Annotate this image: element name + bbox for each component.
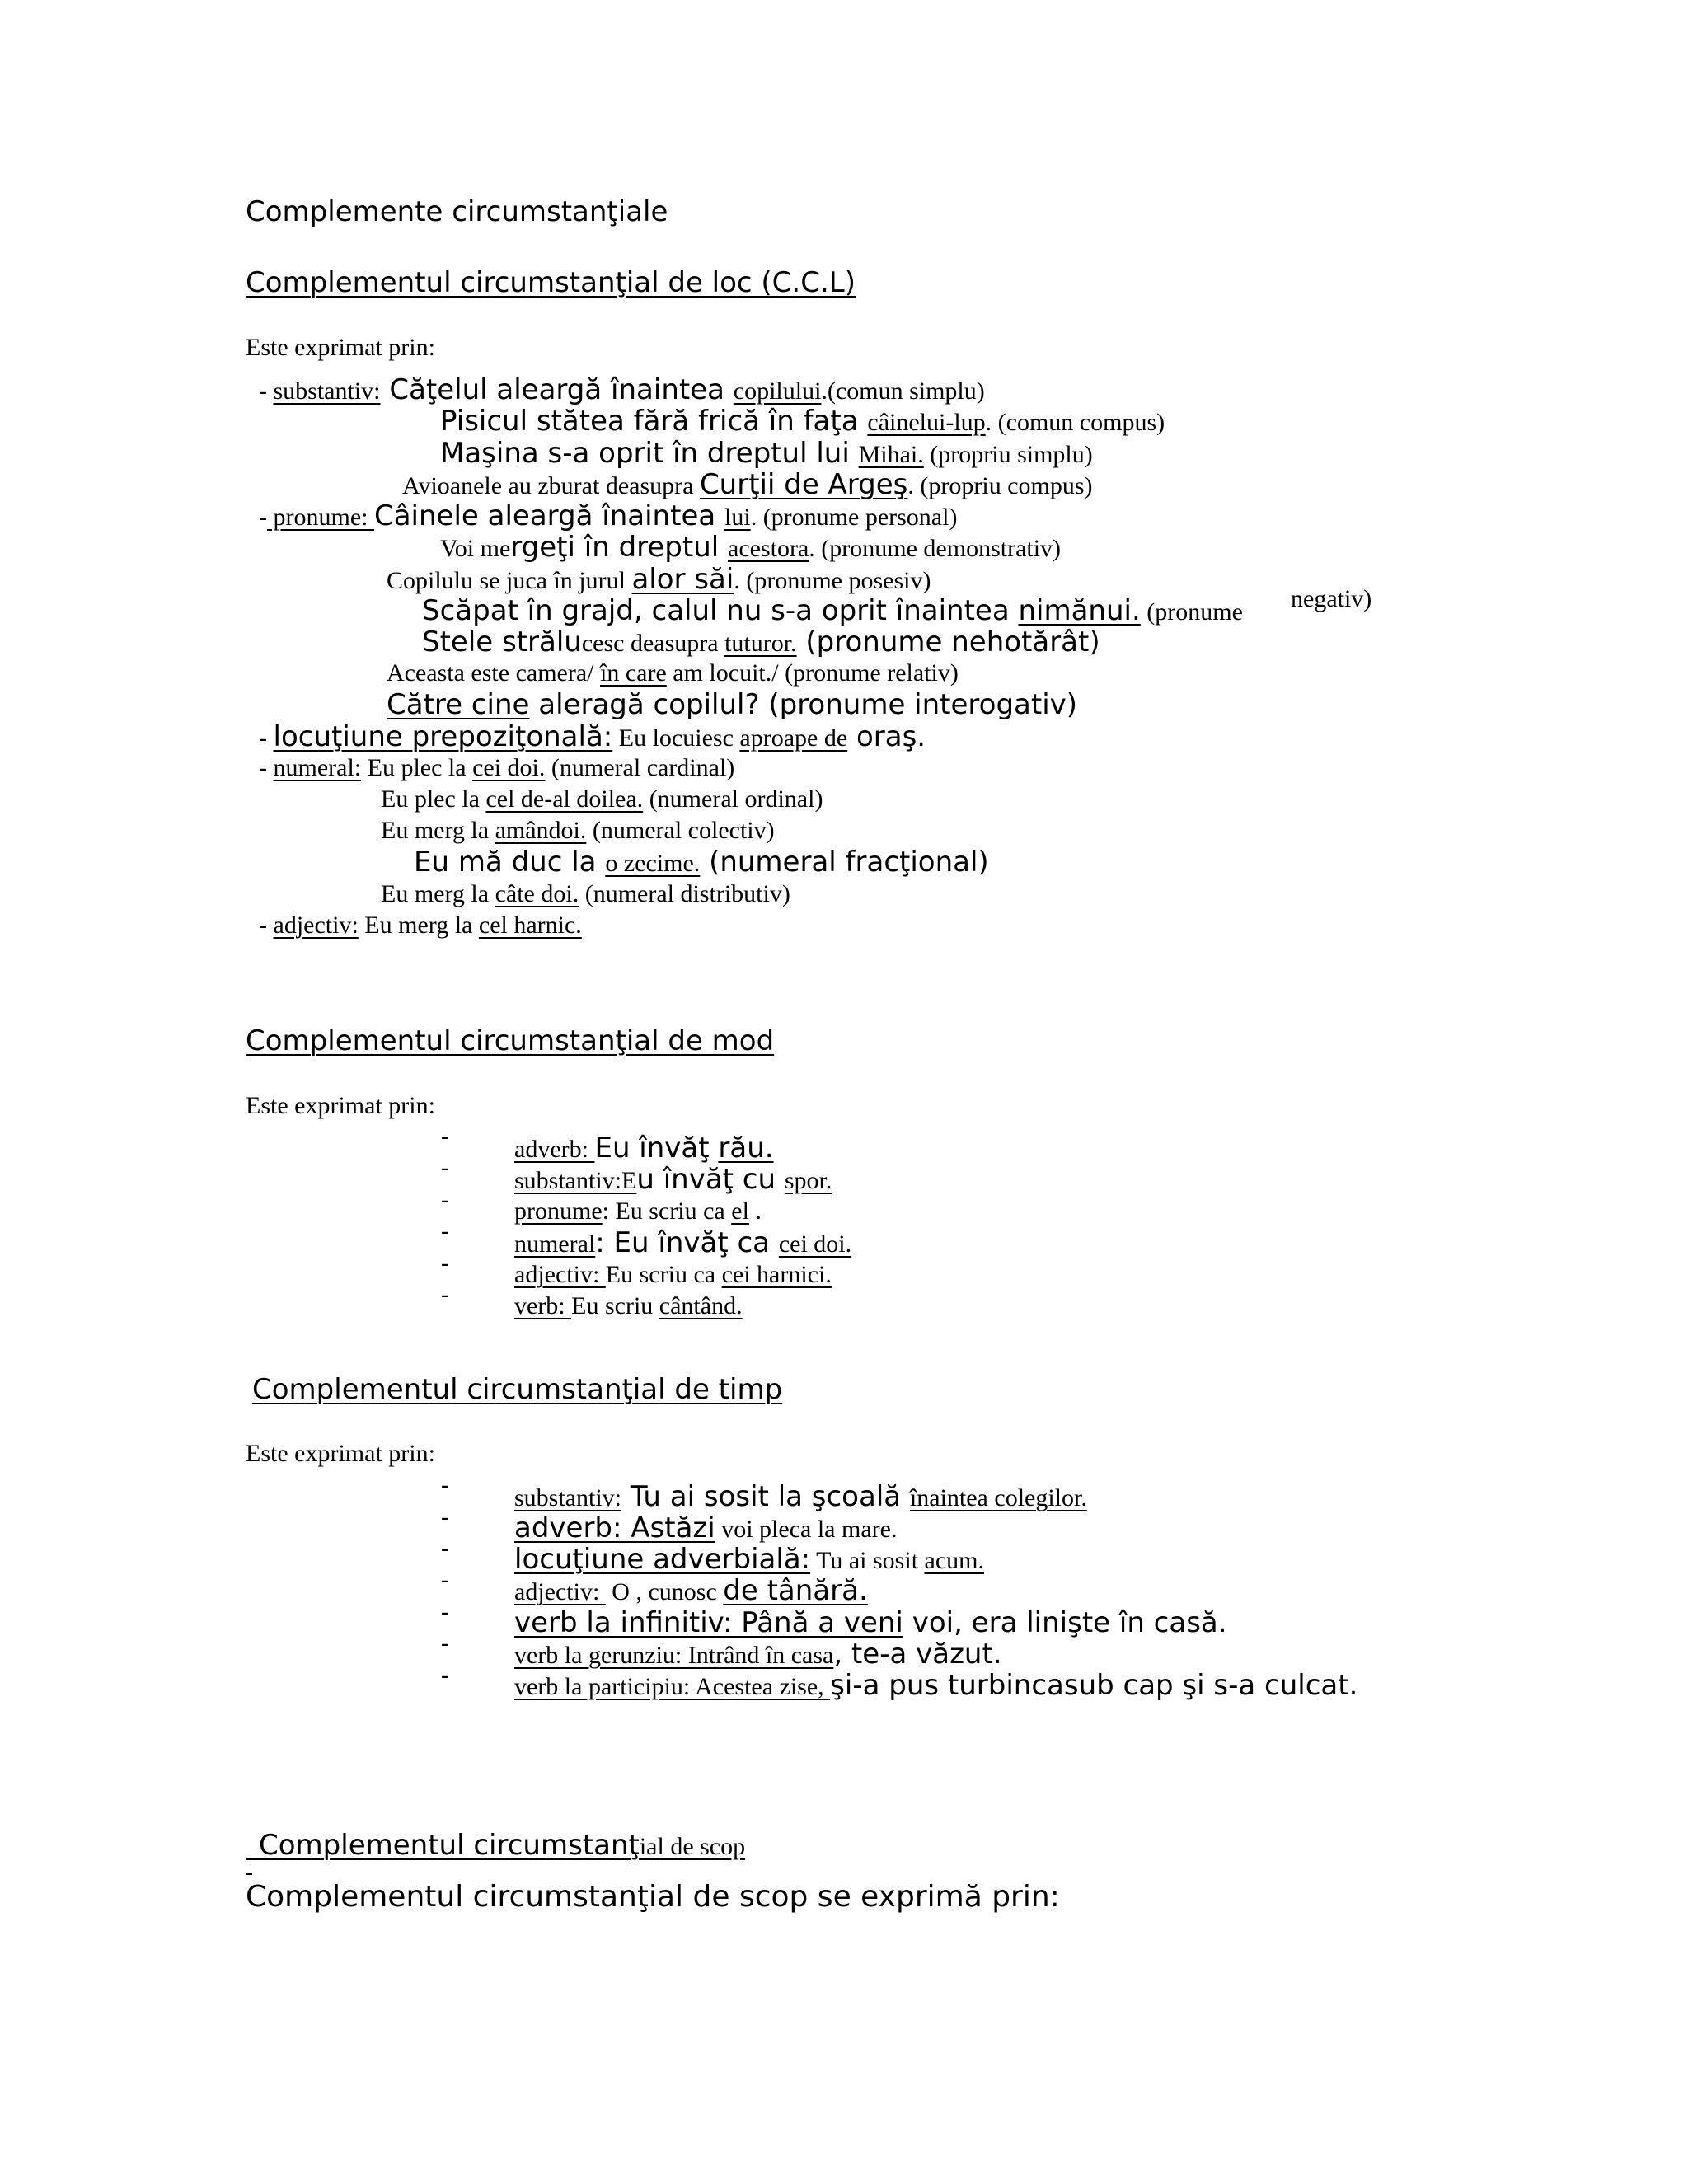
bullet: -	[441, 1281, 449, 1308]
ccl-line-13: - numeral: Eu plec la cei doi. (numeral cardinal)	[259, 754, 735, 781]
ccm-item-2: substantiv:Eu învăţ cu spor.	[514, 1163, 832, 1196]
ccl-line-8: Scăpat în grajd, calul nu s-a oprit înaintea nimănui. (pronume	[422, 594, 1243, 627]
ccm-item-5: adjectiv: Eu scriu ca cei harnici.	[514, 1261, 832, 1288]
cct-item-4: adjectiv: O , cunosc de tânără.	[514, 1574, 868, 1607]
ccl-line-18: - adjectiv: Eu merg la cel harnic.	[259, 912, 582, 939]
cct-item-1: substantiv: Tu ai sosit la şcoală înaintea colegilor.	[514, 1480, 1087, 1513]
ccl-line-17: Eu merg la câte doi. (numeral distributiv)	[381, 880, 790, 907]
bullet: -	[441, 1503, 449, 1530]
bullet: -	[441, 1217, 449, 1244]
heading-cct: Complementul circumstanţial de timp	[252, 1373, 783, 1406]
cct-item-3: locuţiune adverbială: Tu ai sosit acum.	[514, 1543, 984, 1576]
document-title: Complemente circumstanţiale	[246, 195, 668, 228]
bullet: -	[441, 1186, 449, 1213]
ccm-item-6: verb: Eu scriu cântând.	[514, 1292, 743, 1319]
cct-item-2: adverb: Astăzi voi pleca la mare.	[514, 1511, 898, 1544]
intro-ccm: Este exprimat prin:	[246, 1092, 435, 1119]
ccl-line-7: Copilulu se juca în jurul alor săi. (pronume posesiv)	[387, 563, 931, 596]
ccm-item-4: numeral: Eu învăţ ca cei doi.	[514, 1226, 852, 1259]
ccl-line-15: Eu merg la amândoi. (numeral colectiv)	[381, 817, 775, 844]
ccm-item-1: adverb: Eu învăţ rău.	[514, 1132, 774, 1165]
ccl-line-3: Maşina s-a oprit în dreptul lui Mihai. (propriu simplu)	[440, 437, 1093, 470]
ccs-line: Complementul circumstanţial de scop se exprimă prin:	[246, 1880, 1060, 1914]
intro-ccl: Este exprimat prin:	[246, 334, 435, 361]
ccm-item-3: pronume: Eu scriu ca el .	[514, 1197, 762, 1225]
heading-ccl: Complementul circumstanţial de loc (C.C.L)	[246, 266, 856, 299]
heading-ccm: Complementul circumstanţial de mod	[246, 1024, 775, 1057]
bullet: -	[441, 1629, 449, 1657]
ccl-line-8-tail: negativ)	[1291, 585, 1372, 612]
ccl-line-12: - locuţiune prepoziţonală: Eu locuiesc aproape de oraş.	[259, 720, 926, 753]
bullet: -	[441, 1661, 449, 1689]
bullet: -	[441, 1249, 449, 1277]
cct-item-5: verb la infinitiv: Până a veni voi, era linişte în casă.	[514, 1606, 1227, 1639]
ccl-line-1: - substantiv: Căţelul aleargă înaintea copilului.(comun simplu)	[259, 373, 985, 406]
bullet: -	[441, 1471, 449, 1498]
cct-item-7: verb la participiu: Acestea zise, şi-a pus turbincasub cap şi s-a culcat.	[514, 1669, 1358, 1702]
ccl-line-4: Avioanele au zburat deasupra Curţii de Argeş. (propriu compus)	[402, 468, 1093, 501]
ccl-line-6: Voi mergeţi în dreptul acestora. (pronume demonstrativ)	[440, 531, 1062, 564]
ccl-line-14: Eu plec la cel de-al doilea. (numeral ordinal)	[381, 785, 823, 813]
intro-cct: Este exprimat prin:	[246, 1440, 435, 1467]
bullet: -	[441, 1566, 449, 1593]
bullet: -	[441, 1535, 449, 1562]
heading-ccs: Complementul circumstanţial de scop	[259, 1829, 746, 1862]
ccl-line-2: Pisicul stătea fără frică în faţa câinelui-lup. (comun compus)	[440, 405, 1165, 438]
cct-item-6: verb la gerunziu: Intrând în casa, te-a văzut.	[514, 1638, 1002, 1671]
bullet: -	[441, 1122, 449, 1150]
bullet: -	[441, 1598, 449, 1625]
ccl-line-16: Eu mă duc la o zecime. (numeral fracţional)	[414, 846, 989, 879]
ccl-line-11: Către cine aleragă copilul? (pronume interogativ)	[387, 688, 1078, 721]
ccl-line-5: - pronume: Câinele aleargă înaintea lui. (pronume personal)	[259, 499, 958, 532]
ccl-line-9: Stele strălucesc deasupra tuturor. (pronume nehotărât)	[422, 626, 1100, 658]
bullet: -	[441, 1154, 449, 1181]
ccl-line-10: Aceasta este camera/ în care am locuit./ (pronume relativ)	[387, 659, 959, 687]
